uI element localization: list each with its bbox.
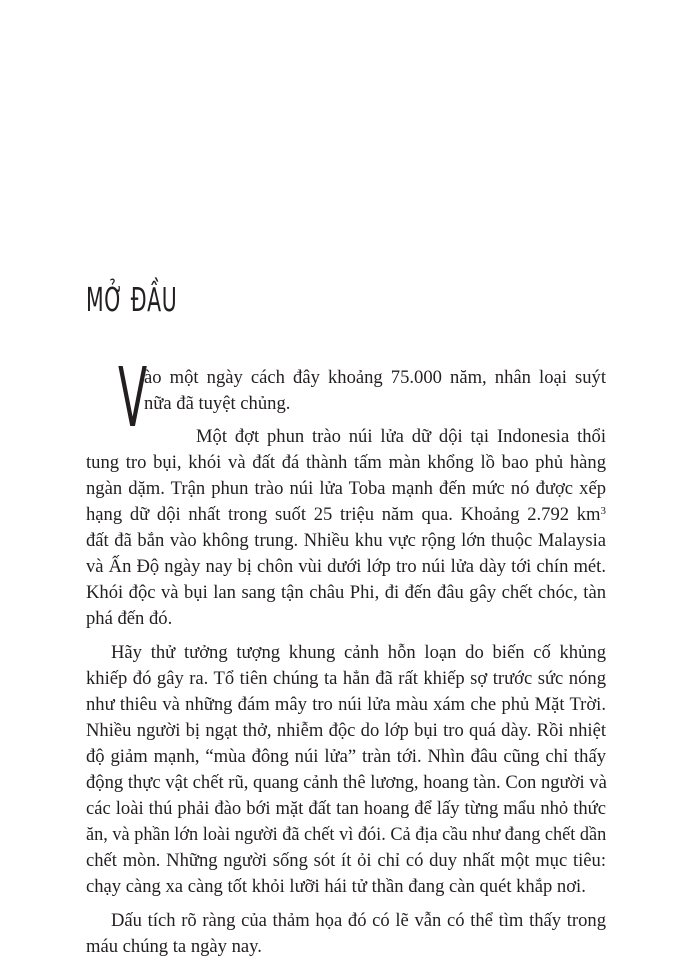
- text-line: phá đến đó.: [86, 608, 173, 629]
- text-line: độ giảm mạnh, “mùa đông núi lửa” tràn tới. Nhìn đâu cũng chỉ thấy: [86, 746, 606, 767]
- superscript: 3: [600, 505, 606, 517]
- text-line: Khói độc và bụi lan sang tận châu Phi, đi đến đâu gây chết chóc, tàn: [86, 582, 606, 603]
- text-line: Một đợt phun trào núi lửa dữ dội tại Indonesia thổi: [196, 426, 606, 447]
- text-line: các loài thú phải đào bới mặt đất tan hoang để lấy từng mẩu nhỏ thức: [86, 798, 606, 819]
- text-line: ngàn dặm. Trận phun trào núi lửa Toba mạnh đến mức nó được xếp: [86, 478, 606, 499]
- text-line: Hãy thử tưởng tượng khung cảnh hỗn loạn do biến cố khủng: [111, 642, 606, 663]
- text-line: đất đã bắn vào không trung. Nhiều khu vực rộng lớn thuộc Malaysia: [86, 530, 606, 551]
- text-line: chạy càng xa càng tốt khỏi lưỡi hái tử thần đang càn quét khắp nơi.: [86, 876, 586, 897]
- text-line: máu chúng ta ngày nay.: [86, 936, 262, 957]
- text-line: nữa đã tuyệt chủng.: [144, 393, 291, 414]
- text-line: như thiêu và những đám mây tro núi lửa màu xám che phủ Mặt Trời.: [86, 694, 606, 715]
- drop-cap: V: [118, 351, 148, 446]
- text-line: Nhiều người bị ngạt thở, nhiễm độc do lớp bụi tro quá dày. Rồi nhiệt: [86, 720, 606, 741]
- text-line: động thực vật chết rũ, quang cảnh thê lương, hoang tàn. Con người và: [86, 772, 607, 793]
- text-line: chết mòn. Những người sống sót ít ỏi chỉ có duy nhất một mục tiêu:: [86, 850, 606, 871]
- text-line: [86, 502, 606, 528]
- chapter-title: MỞ ĐẦU: [86, 280, 178, 319]
- text-line: Dấu tích rõ ràng của thảm họa đó có lẽ vẫn có thể tìm thấy trong: [111, 910, 606, 931]
- text-line: và Ấn Độ ngày nay bị chôn vùi dưới lớp tro núi lửa dày tới chín mét.: [86, 556, 606, 577]
- text-line: tung tro bụi, khói và đất đá thành tấm màn khổng lồ bao phủ hàng: [86, 452, 606, 473]
- text-segment: hạng dữ dội nhất trong suốt 25 triệu năm qua. Khoảng 2.792 km: [86, 504, 601, 525]
- text-line: ào một ngày cách đây khoảng 75.000 năm, nhân loại suýt: [144, 367, 606, 388]
- text-line: ăn, và phần lớn loài người đã chết vì đói. Cả địa cầu như đang chết dần: [86, 824, 607, 845]
- text-line: khiếp đó gây ra. Tổ tiên chúng ta hẳn đã rất khiếp sợ trước sức nóng: [86, 668, 606, 689]
